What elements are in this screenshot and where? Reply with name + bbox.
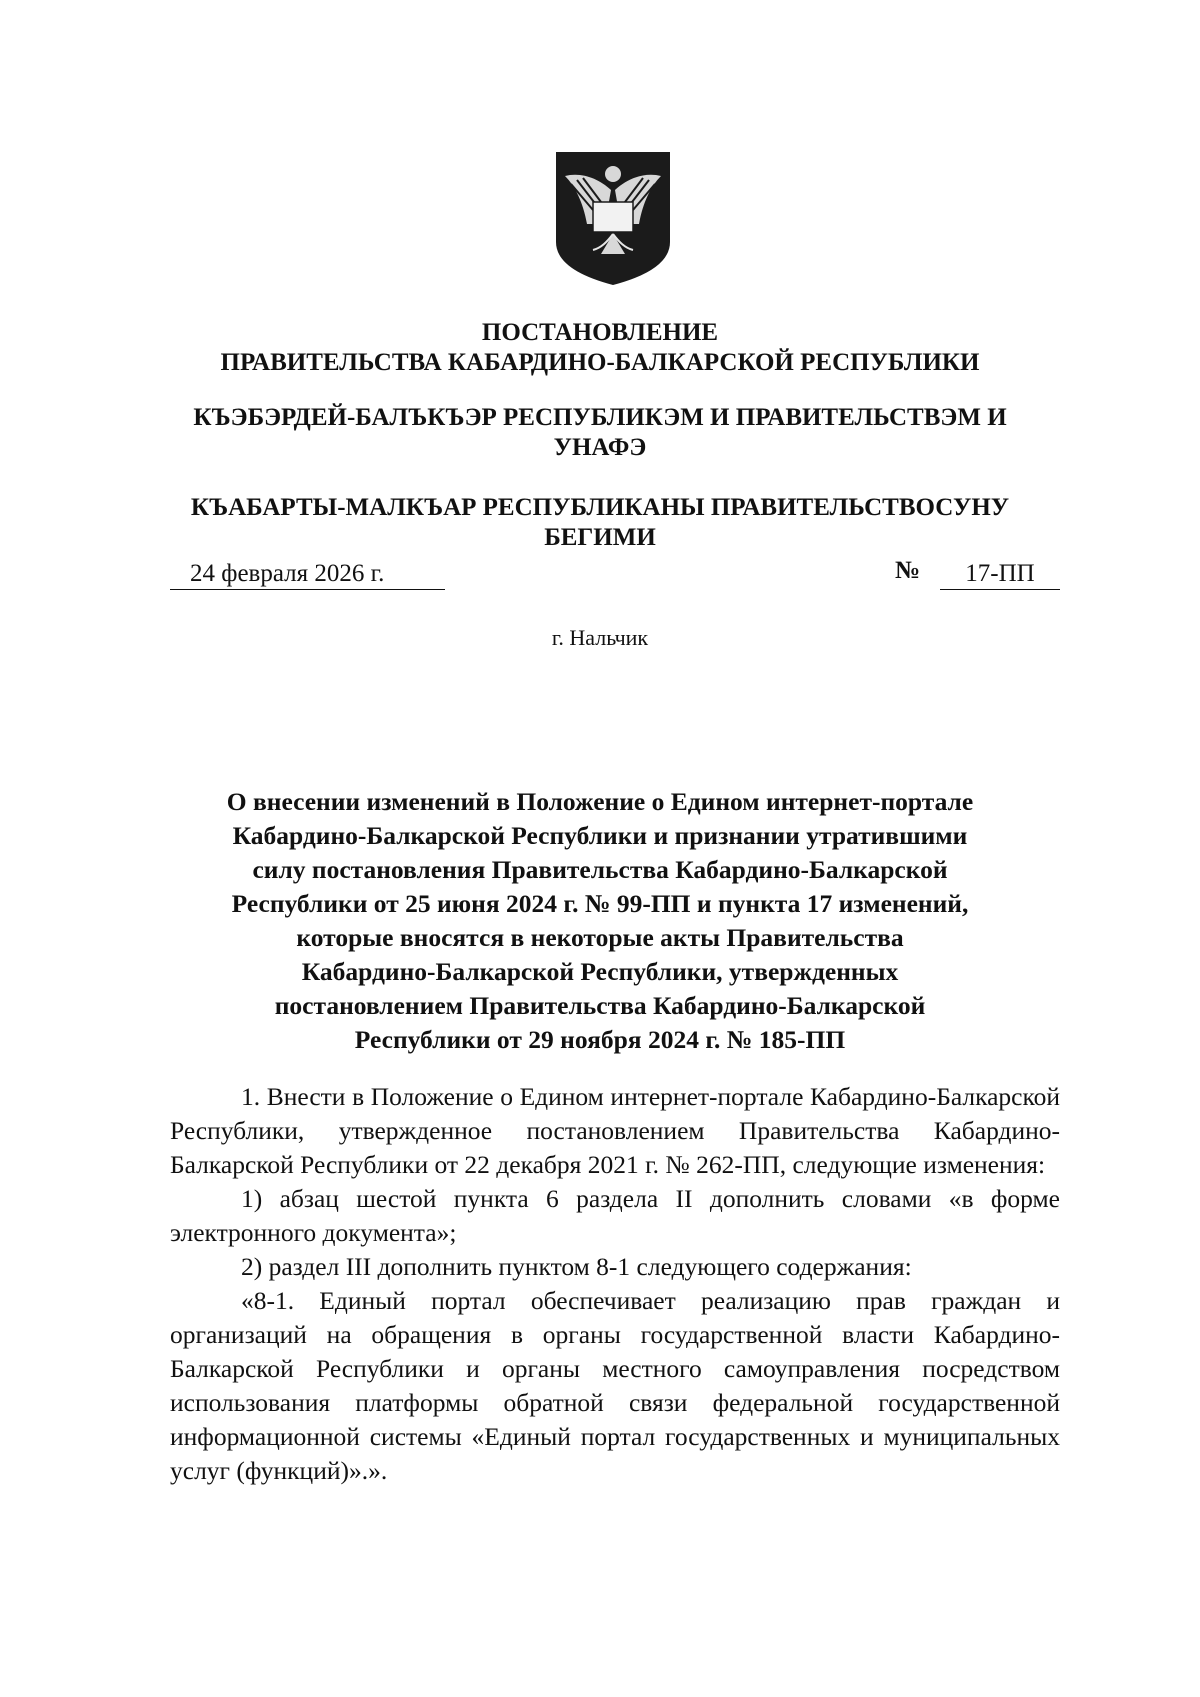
title-line: Республики от 25 июня 2024 г. № 99-ПП и пункта 17 изменений,	[231, 889, 969, 918]
title-line: силу постановления Правительства Кабардино-Балкарской	[252, 855, 948, 884]
title-line: О внесении изменений в Положение о Едином интернет-портале	[226, 787, 974, 816]
title-line: Республики от 29 ноября 2024 г. № 185-ПП	[354, 1025, 846, 1054]
issuer-kabardian	[150, 403, 1050, 463]
document-body	[170, 1080, 1060, 1488]
document-number: 17-ПП	[940, 559, 1060, 590]
issuer-balkar-line2: БЕГИМИ	[544, 524, 656, 551]
body-paragraph-2: 1) абзац шестой пункта 6 раздела II дополнить словами «в форме электронного документа»;	[170, 1184, 1060, 1247]
body-paragraph-1: 1. Внести в Положение о Едином интернет-портале Кабардино-Балкарской Республики, утвержденное постановлением Правительства Кабардино-Балкарской Республики от 22 декабря 2021 г. № 262-ПП, следующие изменения:	[170, 1082, 1060, 1179]
document-number-label: №	[895, 557, 921, 584]
body-paragraph-4: «8-1. Единый портал обеспечивает реализацию прав граждан и организаций на обращения в органы государственной власти Кабардино-Балкарской Республики и органы местного самоуправления посредством использования платформы обратной связи федеральной государственной информационной системы «Единый портал государственных и муниципальных услуг (функций)».».	[170, 1286, 1060, 1485]
issuer-balkar-line1: КЪАБАРТЫ-МАЛКЪАР РЕСПУБЛИКАНЫ ПРАВИТЕЛЬСТВОСУНУ	[190, 494, 1010, 521]
issuer-balkar	[150, 493, 1050, 553]
document-city: г. Нальчик	[551, 625, 649, 650]
document-type: ПОСТАНОВЛЕНИЕ	[481, 319, 719, 346]
issuer-russian: ПРАВИТЕЛЬСТВА КАБАРДИНО-БАЛКАРСКОЙ РЕСПУБЛИКИ	[220, 349, 980, 376]
coat-of-arms-emblem	[553, 150, 673, 287]
issuer-kabardian-line2: УНАФЭ	[553, 434, 647, 461]
title-line: Кабардино-Балкарской Республики, утвержденных	[301, 957, 899, 986]
title-line: постановлением Правительства Кабардино-Балкарской	[274, 991, 926, 1020]
document-title	[160, 785, 1040, 1057]
body-paragraph-3: 2) раздел III дополнить пунктом 8-1 следующего содержания:	[241, 1252, 912, 1281]
title-line: которые вносятся в некоторые акты Правительства	[296, 923, 904, 952]
issuer-kabardian-line1: КЪЭБЭРДЕЙ-БАЛЪКЪЭР РЕСПУБЛИКЭМ И ПРАВИТЕЛЬСТВЭМ И	[193, 404, 1007, 431]
title-line: Кабардино-Балкарской Республики и признании утратившими	[232, 821, 968, 850]
document-type-heading	[150, 318, 1050, 378]
document-date: 24 февраля 2026 г.	[170, 559, 445, 590]
